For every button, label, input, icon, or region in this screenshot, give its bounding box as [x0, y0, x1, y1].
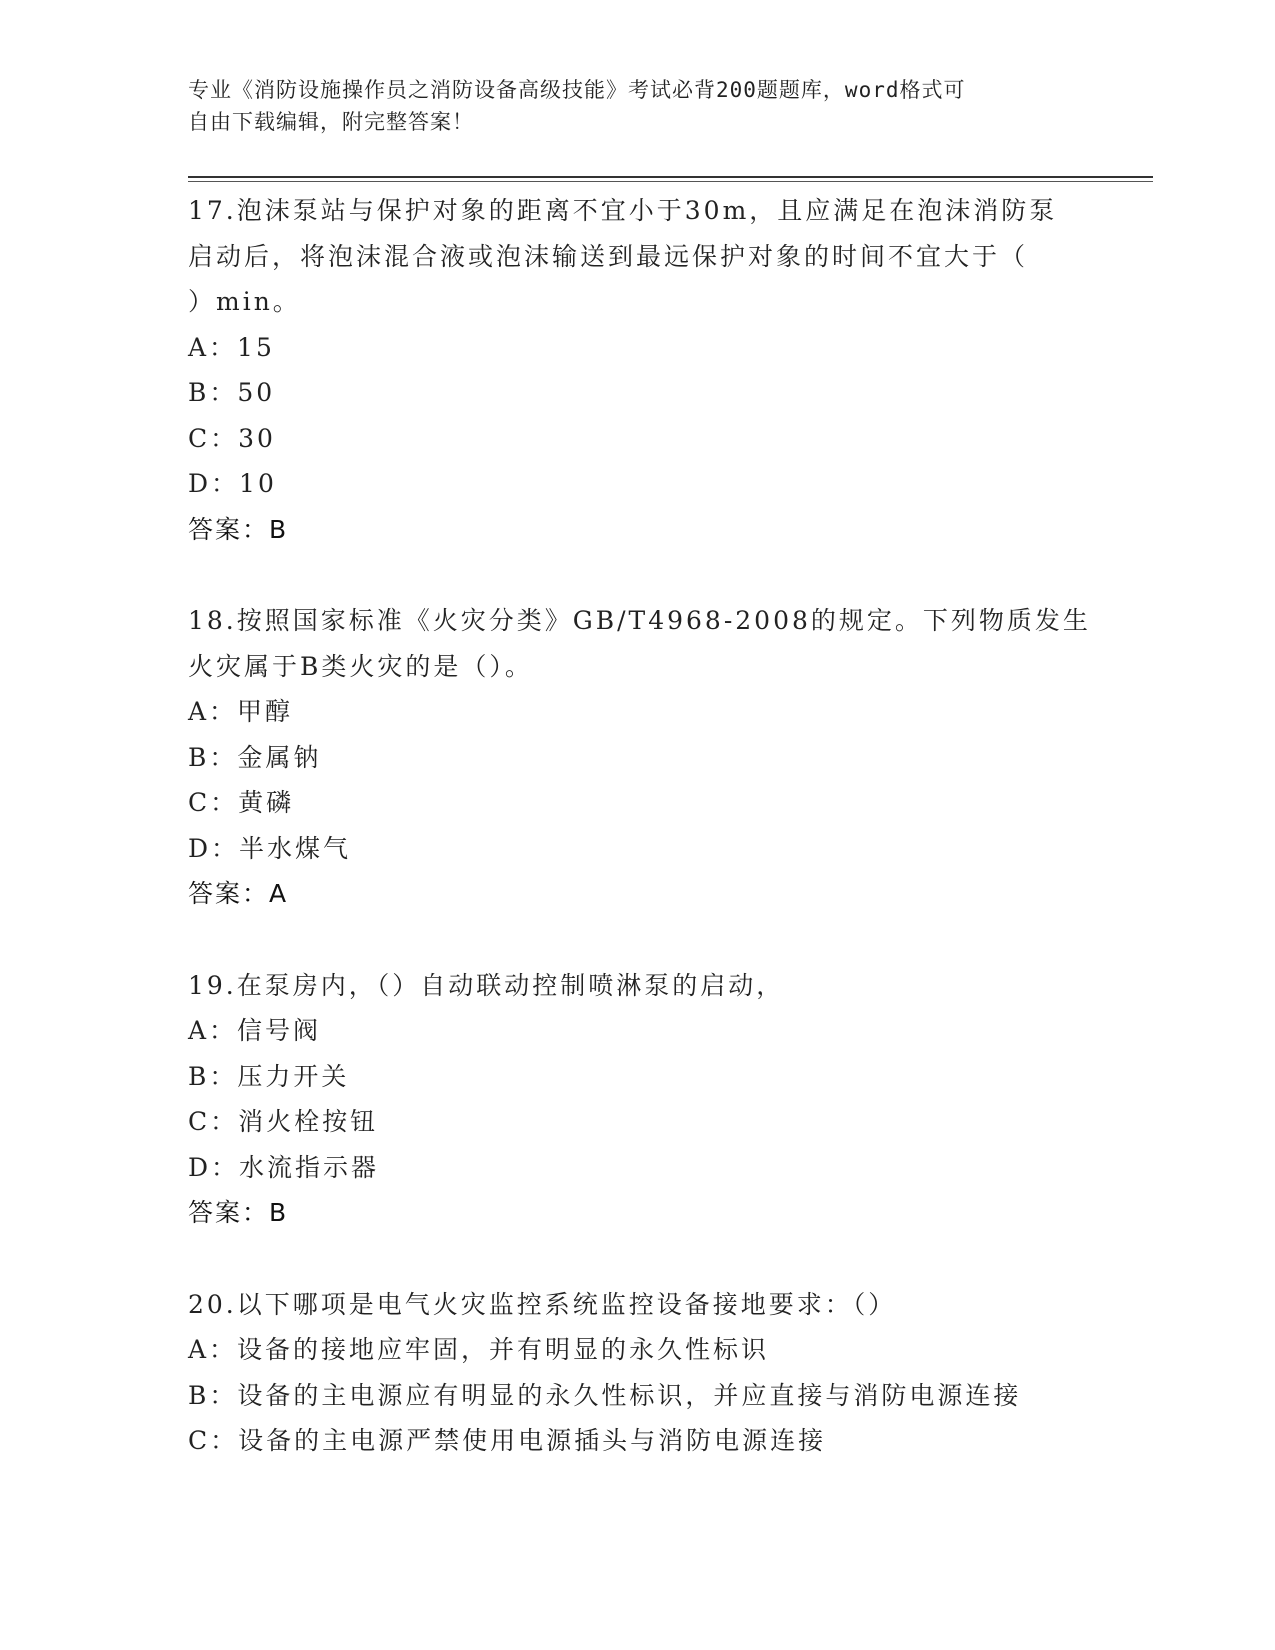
question-20 [188, 1282, 1108, 1464]
option-b: B：金属钠 [188, 742, 322, 772]
question-stem-line: 火灾属于B类火灾的是（）。 [188, 651, 533, 681]
option-d: D：半水煤气 [188, 833, 352, 863]
question-stem-line: 17.泡沫泵站与保护对象的距离不宜小于30m，且应满足在泡沫消防泵 [188, 196, 1058, 225]
option-c: C：消火栓按钮 [188, 1107, 379, 1136]
option-c: C：30 [188, 423, 276, 453]
option-c: C：设备的主电源严禁使用电源插头与消防电源连接 [188, 1426, 827, 1455]
question-17 [188, 188, 1108, 552]
option-a: A：信号阀 [188, 1016, 322, 1045]
header-divider-thick [188, 176, 1153, 178]
question-stem-line: 启动后，将泡沫混合液或泡沫输送到最远保护对象的时间不宜大于（ [188, 241, 1029, 271]
answer-label: 答案：A [188, 879, 289, 908]
answer-label: 答案：B [188, 514, 289, 544]
option-b: B：50 [188, 378, 276, 407]
option-b: B：设备的主电源应有明显的永久性标识，并应直接与消防电源连接 [188, 1380, 1022, 1410]
option-a: A：15 [188, 332, 275, 362]
question-19 [188, 963, 1108, 1236]
answer-label: 答案：B [188, 1198, 289, 1227]
option-b: B：压力开关 [188, 1061, 350, 1091]
document-header [188, 74, 1068, 138]
question-stem-line: ）min。 [188, 287, 301, 316]
header-divider-thin [188, 181, 1153, 182]
question-list [188, 188, 1108, 1510]
header-line-2: 自由下载编辑，附完整答案！ [188, 110, 474, 134]
question-18 [188, 598, 1108, 917]
option-c: C：黄磷 [188, 788, 295, 817]
header-line-1: 专业《消防设施操作员之消防设备高级技能》考试必背200题题库，word格式可 [188, 78, 966, 102]
option-a: A：甲醇 [188, 697, 294, 726]
option-d: D：水流指示器 [188, 1152, 380, 1182]
option-d: D：10 [188, 469, 277, 498]
question-stem-line: 18.按照国家标准《火灾分类》GB/T4968-2008的规定。下列物质发生 [188, 606, 1091, 635]
option-a: A：设备的接地应牢固，并有明显的永久性标识 [188, 1335, 770, 1364]
question-stem-line: 20.以下哪项是电气火灾监控系统监控设备接地要求：（） [188, 1289, 897, 1319]
question-stem-line: 19.在泵房内，（）自动联动控制喷淋泵的启动， [188, 970, 785, 1000]
